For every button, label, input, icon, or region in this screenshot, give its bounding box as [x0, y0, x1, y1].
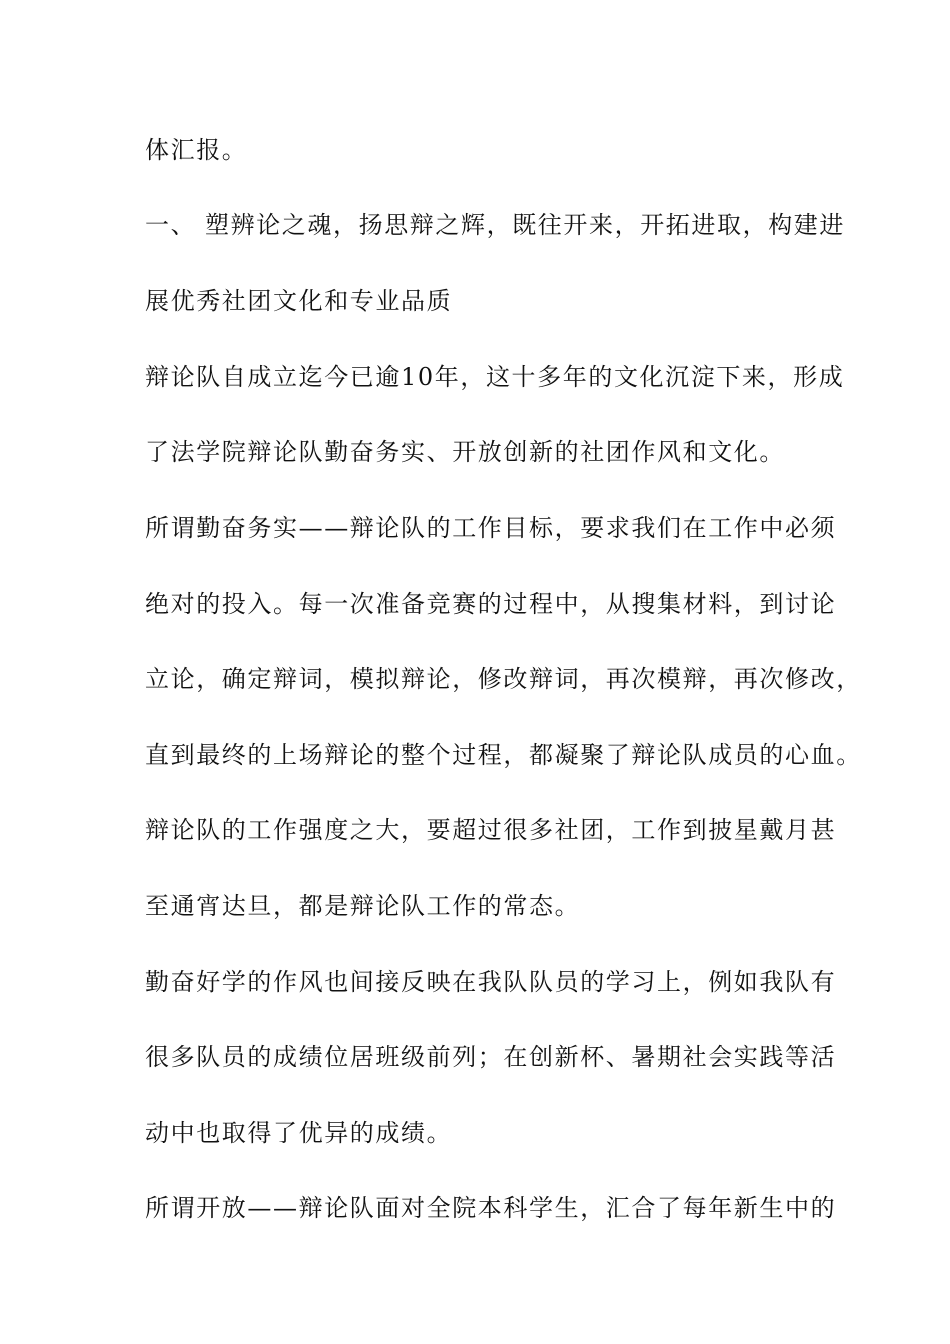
paragraph-line: 至通宵达旦，都是辩论队工作的常态。: [145, 892, 581, 920]
paragraph-line: 勤奋好学的作风也间接反映在我队队员的学习上，例如我队有: [145, 968, 837, 996]
paragraph-line: 绝对的投入。每一次准备竞赛的过程中，从搜集材料，到讨论: [145, 590, 837, 618]
paragraph-line: 很多队员的成绩位居班级前列；在创新杯、暑期社会实践等活: [145, 1043, 837, 1071]
paragraph-line: 所谓开放——辩论队面对全院本科学生，汇合了每年新生中的: [145, 1194, 837, 1222]
paragraph-line: 了法学院辩论队勤奋务实、开放创新的社团作风和文化。: [145, 438, 785, 466]
paragraph-line: 动中也取得了优异的成绩。: [145, 1119, 453, 1147]
section-heading-number: 一、: [145, 211, 197, 239]
section-heading-line-2: 展优秀社团文化和专业品质: [145, 287, 453, 315]
section-heading-line-1: [145, 209, 845, 241]
paragraph-line: 直到最终的上场辩论的整个过程，都凝聚了辩论队成员的心血。: [145, 741, 862, 769]
paragraph-line: 所谓勤奋务实——辩论队的工作目标，要求我们在工作中必须: [145, 514, 837, 542]
paragraph-line-continuation: 体汇报。: [145, 136, 248, 164]
section-heading-text: 塑辨论之魂，扬思辩之辉，既往开来，开拓进取，构建进: [205, 211, 845, 239]
paragraph-line: 辩论队自成立迄今已逾10年，这十多年的文化沉淀下来，形成: [145, 363, 845, 391]
paragraph-line: 立论，确定辩词，模拟辩论，修改辩词，再次模辩，再次修改，: [145, 665, 862, 693]
paragraph-line: 辩论队的工作强度之大，要超过很多社团，工作到披星戴月甚: [145, 816, 837, 844]
